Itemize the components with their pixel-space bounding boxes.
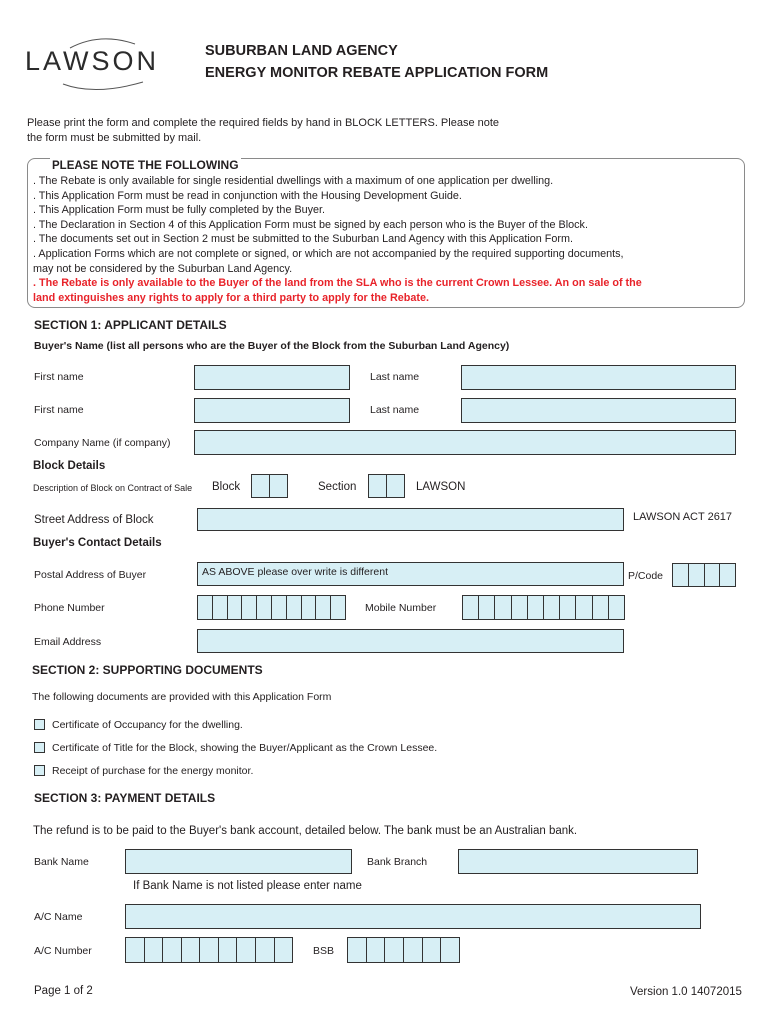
version-text: Version 1.0 14072015 bbox=[630, 986, 742, 998]
email-address-field[interactable] bbox=[197, 629, 624, 653]
bank-name-field[interactable] bbox=[125, 849, 352, 874]
notes-title bbox=[50, 158, 241, 172]
bank-not-listed-label: If Bank Name is not listed please enter name bbox=[133, 880, 362, 892]
suburb-text: LAWSON bbox=[416, 481, 466, 493]
first-name-field-2[interactable] bbox=[194, 398, 350, 423]
note-item: . This Application Form must be fully completed by the Buyer. bbox=[33, 204, 326, 217]
contact-details-heading: Buyer's Contact Details bbox=[33, 537, 162, 549]
occupancy-label: Certificate of Occupancy for the dwelling. bbox=[52, 719, 243, 731]
section-number-field[interactable] bbox=[368, 474, 405, 498]
notes-title-prefix: PLEASE bbox=[52, 160, 99, 172]
company-name-field[interactable] bbox=[194, 430, 736, 455]
last-name-label: Last name bbox=[370, 404, 420, 416]
note-item: may not be considered by the Suburban Land Agency. bbox=[33, 262, 293, 275]
section3-intro: The refund is to be paid to the Buyer's bank account, detailed below. The bank must be an Australian bank. bbox=[33, 825, 578, 837]
note-item: . This Application Form must be read in conjunction with the Housing Development Guide. bbox=[33, 189, 462, 202]
last-name-field-1[interactable] bbox=[461, 365, 736, 390]
last-name-label: Last name bbox=[370, 371, 420, 383]
buyer-names-heading: Buyer's Name (list all persons who are the Buyer of the Block from the Suburban Land Agency) bbox=[34, 340, 510, 352]
mobile-number-label: Mobile Number bbox=[365, 602, 437, 614]
block-number-field[interactable] bbox=[251, 474, 288, 498]
bsb-field[interactable] bbox=[347, 937, 460, 963]
note-item: . Application Forms which are not complete or signed, or which are not accompanied by the required supporting documents, bbox=[33, 247, 624, 260]
bank-branch-field[interactable] bbox=[458, 849, 698, 874]
form-title: ENERGY MONITOR REBATE APPLICATION FORM bbox=[205, 65, 549, 81]
bank-branch-label: Bank Branch bbox=[367, 856, 428, 868]
logo-text: LAWSON bbox=[25, 46, 160, 76]
receipt-checkbox[interactable] bbox=[34, 765, 45, 776]
email-address-label: Email Address bbox=[34, 636, 102, 648]
postal-address-label: Postal Address of Buyer bbox=[34, 569, 147, 581]
note-item: . The Rebate is only available for single residential dwellings with a maximum of one application per dwelling. bbox=[33, 175, 554, 187]
page-number: Page 1 of 2 bbox=[34, 985, 93, 997]
last-name-field-2[interactable] bbox=[461, 398, 736, 423]
street-address-field[interactable] bbox=[197, 508, 624, 531]
section1-title: SECTION 1: APPLICANT DETAILS bbox=[34, 318, 227, 332]
receipt-label: Receipt of purchase for the energy monitor. bbox=[52, 765, 254, 777]
bsb-label: BSB bbox=[313, 945, 335, 957]
note-warning: . The Rebate is only available to the Buyer of the land from the SLA who is the current Crown Lessee. An on sale of the bbox=[33, 277, 642, 290]
street-suffix-text: LAWSON ACT 2617 bbox=[633, 511, 733, 523]
block-details-heading: Block Details bbox=[33, 460, 106, 472]
block-label: Block bbox=[212, 481, 241, 493]
phone-number-label: Phone Number bbox=[34, 602, 105, 614]
agency-title: SUBURBAN LAND AGENCY bbox=[205, 43, 398, 59]
section2-title: SECTION 2: SUPPORTING DOCUMENTS bbox=[32, 663, 263, 677]
note-item: . The documents set out in Section 2 must be submitted to the Suburban Land Agency with this Application Form. bbox=[33, 233, 573, 246]
first-name-label: First name bbox=[34, 404, 84, 416]
street-address-label: Street Address of Block bbox=[34, 514, 154, 526]
ac-name-field[interactable] bbox=[125, 904, 701, 929]
ac-number-field[interactable] bbox=[125, 937, 293, 963]
ac-name-label: A/C Name bbox=[34, 911, 83, 923]
section-label: Section bbox=[318, 481, 357, 493]
note-item: . The Declaration in Section 4 of this Application Form must be signed by each person who is the Buyer of the Block. bbox=[33, 218, 588, 231]
first-name-field-1[interactable] bbox=[194, 365, 350, 390]
section2-intro: The following documents are provided with this Application Form bbox=[32, 691, 332, 703]
notes-list bbox=[33, 174, 733, 305]
block-description-label: Description of Block on Contract of Sale bbox=[33, 483, 193, 493]
title-checkbox[interactable] bbox=[34, 742, 45, 753]
occupancy-checkbox[interactable] bbox=[34, 719, 45, 730]
postcode-label: P/Code bbox=[628, 570, 664, 582]
notes-title-main: NOTE THE FOLLOWING bbox=[101, 158, 239, 172]
intro-text bbox=[27, 116, 547, 146]
postcode-field[interactable] bbox=[672, 563, 736, 587]
first-name-label: First name bbox=[34, 371, 84, 383]
lawson-logo bbox=[25, 34, 175, 92]
ac-number-label: A/C Number bbox=[34, 945, 92, 957]
note-warning: land extinguishes any rights to apply for a third party to apply for the Rebate. bbox=[33, 291, 429, 304]
intro-line: Please print the form and complete the required fields by hand in BLOCK LETTERS. Please note bbox=[27, 117, 500, 129]
intro-line: the form must be submitted by mail. bbox=[27, 132, 202, 144]
postal-address-field[interactable]: AS ABOVE please over write is different bbox=[197, 562, 624, 586]
company-name-label: Company Name (if company) bbox=[34, 437, 171, 449]
section3-title: SECTION 3: PAYMENT DETAILS bbox=[34, 791, 216, 805]
phone-number-field[interactable] bbox=[197, 595, 346, 620]
title-label: Certificate of Title for the Block, showing the Buyer/Applicant as the Crown Lessee. bbox=[52, 742, 438, 754]
bank-name-label: Bank Name bbox=[34, 856, 89, 868]
mobile-number-field[interactable] bbox=[462, 595, 625, 620]
